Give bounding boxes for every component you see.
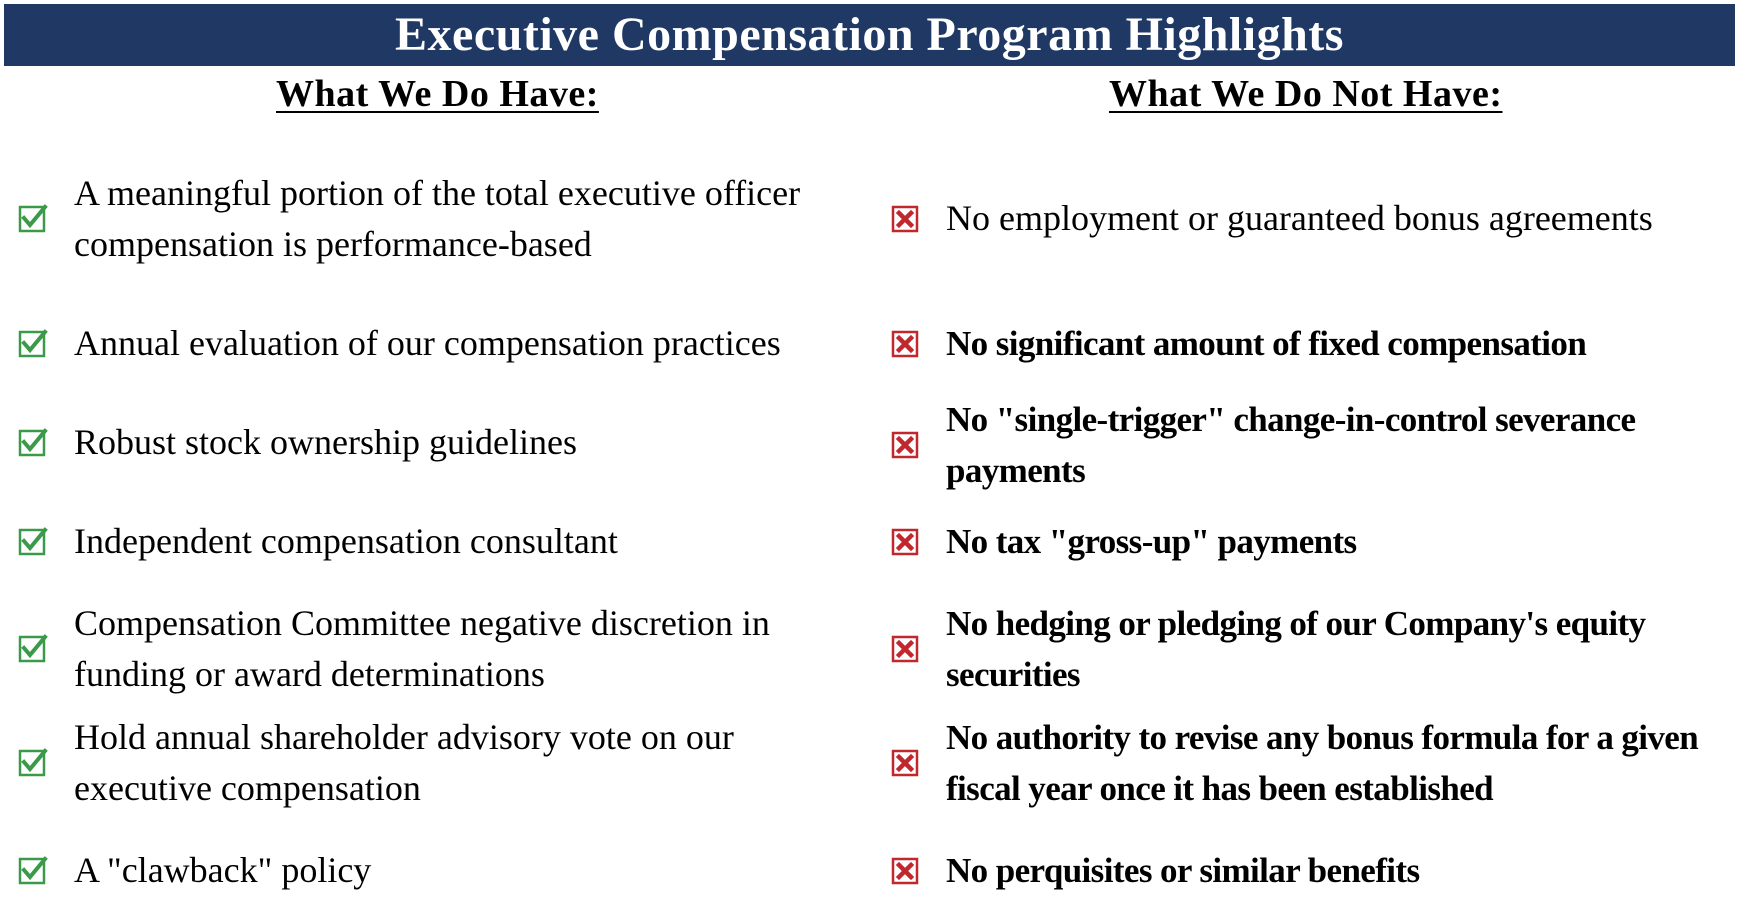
have-item	[18, 598, 848, 700]
have-item-text: Annual evaluation of our compensation practices	[74, 323, 781, 363]
check-box-icon	[18, 748, 48, 778]
x-box-icon	[890, 634, 920, 664]
have-not-item	[890, 193, 1730, 244]
have-item	[18, 417, 848, 468]
have-item	[18, 318, 848, 369]
x-box-icon	[890, 748, 920, 778]
have-not-item-text: No significant amount of fixed compensation	[946, 324, 1587, 363]
have-not-item-text: No hedging or pledging of our Company's equity securities	[946, 604, 1646, 694]
have-not-item-text: No employment or guaranteed bonus agreements	[946, 198, 1653, 238]
have-not-item-text: No authority to revise any bonus formula for a given fiscal year once it has been established	[946, 718, 1699, 808]
title-bar	[4, 4, 1735, 66]
right-column-header: What We Do Not Have:	[1109, 73, 1503, 115]
have-not-item	[890, 318, 1730, 369]
have-item	[18, 845, 848, 896]
check-box-icon	[18, 527, 48, 557]
x-box-icon	[890, 856, 920, 886]
check-box-icon	[18, 634, 48, 664]
have-not-item	[890, 516, 1730, 567]
have-not-item-text: No tax "gross-up" payments	[946, 522, 1357, 561]
x-box-icon	[890, 430, 920, 460]
have-not-item	[890, 845, 1730, 896]
have-not-item	[890, 712, 1730, 814]
x-box-icon	[890, 527, 920, 557]
have-item-text: Independent compensation consultant	[74, 521, 618, 561]
have-item	[18, 516, 848, 567]
left-column-header: What We Do Have:	[276, 73, 599, 115]
x-box-icon	[890, 204, 920, 234]
page-title: Executive Compensation Program Highlights	[395, 8, 1344, 61]
have-item	[18, 168, 848, 270]
x-box-icon	[890, 329, 920, 359]
have-not-item-text: No "single-trigger" change-in-control severance payments	[946, 400, 1636, 490]
check-box-icon	[18, 428, 48, 458]
have-item-text: Hold annual shareholder advisory vote on our executive compensation	[74, 717, 734, 808]
have-not-item-text: No perquisites or similar benefits	[946, 851, 1420, 890]
have-item-text: Compensation Committee negative discretion in funding or award determinations	[74, 603, 770, 694]
have-not-item	[890, 598, 1730, 700]
check-box-icon	[18, 329, 48, 359]
have-item-text: A "clawback" policy	[74, 850, 372, 890]
check-box-icon	[18, 856, 48, 886]
have-item-text: A meaningful portion of the total executive officer compensation is performance-based	[74, 173, 801, 264]
have-item	[18, 712, 848, 814]
check-box-icon	[18, 204, 48, 234]
have-not-item	[890, 394, 1730, 496]
have-item-text: Robust stock ownership guidelines	[74, 422, 577, 462]
